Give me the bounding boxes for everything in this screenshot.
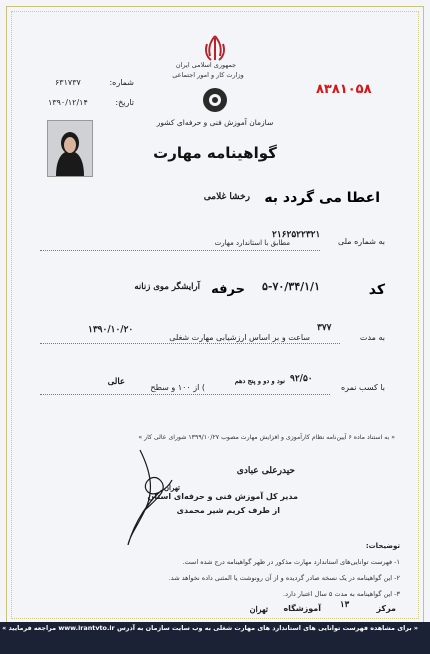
- code-value: ۵-۷۰/۳۴/۱/۱: [262, 280, 320, 293]
- code-label: کد: [368, 282, 385, 298]
- dotted-line: [40, 343, 340, 344]
- date-label: تاریخ:: [115, 98, 134, 107]
- note-item-1: ۱- فهرست توانایی‌های استاندارد مهارت مذکور در ظهر گواهینامه درج شده است.: [182, 558, 400, 566]
- level-value: عالی: [107, 377, 125, 387]
- note-item-3: ۳- این گواهینامه به مدت ۵ سال اعتبار دارد.: [283, 590, 400, 598]
- on-behalf: از طرف کریم شیر محمدی: [176, 506, 280, 515]
- organization-name: سازمان آموزش فنی و حرفه‌ای کشور: [156, 118, 274, 127]
- duration-text: ساعت و بر اساس ارزشیابی مهارت شغلی: [169, 333, 310, 342]
- duration-label: به مدت: [359, 333, 385, 342]
- ministry-name: وزارت کار و امور اجتماعی: [172, 71, 244, 79]
- director-title: مدیر کل آموزش فنی و حرفه‌ای استان: [147, 492, 298, 501]
- director-signature: [100, 440, 180, 550]
- certificate-title: گواهینامه مهارت: [153, 144, 277, 162]
- center-number: ۱۳: [340, 600, 350, 610]
- dotted-line: [40, 394, 330, 395]
- score-words: نود و دو و پنج دهم: [234, 377, 285, 385]
- recipient-name: رخشا غلامی: [203, 192, 250, 202]
- serial-number: ۸۳۸۱۰۵۸: [316, 82, 372, 97]
- national-id-label: به شماره ملی: [337, 237, 385, 246]
- dotted-line: [40, 250, 320, 251]
- note-item-2: ۲- این گواهینامه در یک نسخه صادر گردیده و از آن رونوشت یا المثنی داده نخواهد شد.: [168, 574, 400, 582]
- organization-logo-icon: [201, 86, 229, 114]
- standard-text: مطابق با استاندارد مهارت: [214, 239, 290, 247]
- assessment-date: ۱۳۹۰/۱۰/۲۰: [88, 325, 134, 335]
- profession-label: حرفه: [211, 282, 245, 297]
- date-value: ۱۳۹۰/۱۲/۱۴: [48, 98, 88, 107]
- number-label: شماره:: [109, 78, 134, 87]
- director-name: حیدرعلی عبادی: [236, 466, 295, 476]
- score-out-of: ) از ۱۰۰ و سطح: [150, 383, 205, 392]
- school-label: آموزشگاه: [283, 604, 321, 613]
- duration-value: ۳۷۷: [317, 323, 332, 333]
- footer-text: « برای مشاهده فهرست توانایی های استاندارد های مهارت شغلی به وب سایت سازمان به آدرس www.irantvto.ir مراجعه فرمایید »: [2, 624, 418, 632]
- school-city: تهران: [249, 604, 268, 614]
- score-value: ۹۲/۵۰: [290, 374, 313, 384]
- province: تهران: [163, 483, 180, 492]
- recipient-photo: [47, 120, 93, 177]
- center-label: مرکز: [376, 604, 396, 613]
- profession-value: آرایشگر موی زنانه: [134, 282, 200, 292]
- legal-note: « به استناد ماده ۶ آیین‌نامه نظام کارآموزی و افزایش مهارت مصوب ۱۳۹۹/۱۰/۲۷ شورای عالی کار »: [138, 434, 395, 441]
- notes-title: توضیحات:: [365, 542, 400, 550]
- score-label: با کسب نمره: [340, 383, 385, 392]
- number-value: ۶۳۱۷۳۷: [55, 78, 81, 87]
- granted-label: اعطا می گردد به: [264, 190, 380, 206]
- country-name: جمهوری اسلامی ایران: [175, 61, 237, 69]
- national-id-value: ۲۱۶۲۵۲۲۳۲۱: [272, 230, 321, 240]
- footer-bar: [0, 622, 430, 654]
